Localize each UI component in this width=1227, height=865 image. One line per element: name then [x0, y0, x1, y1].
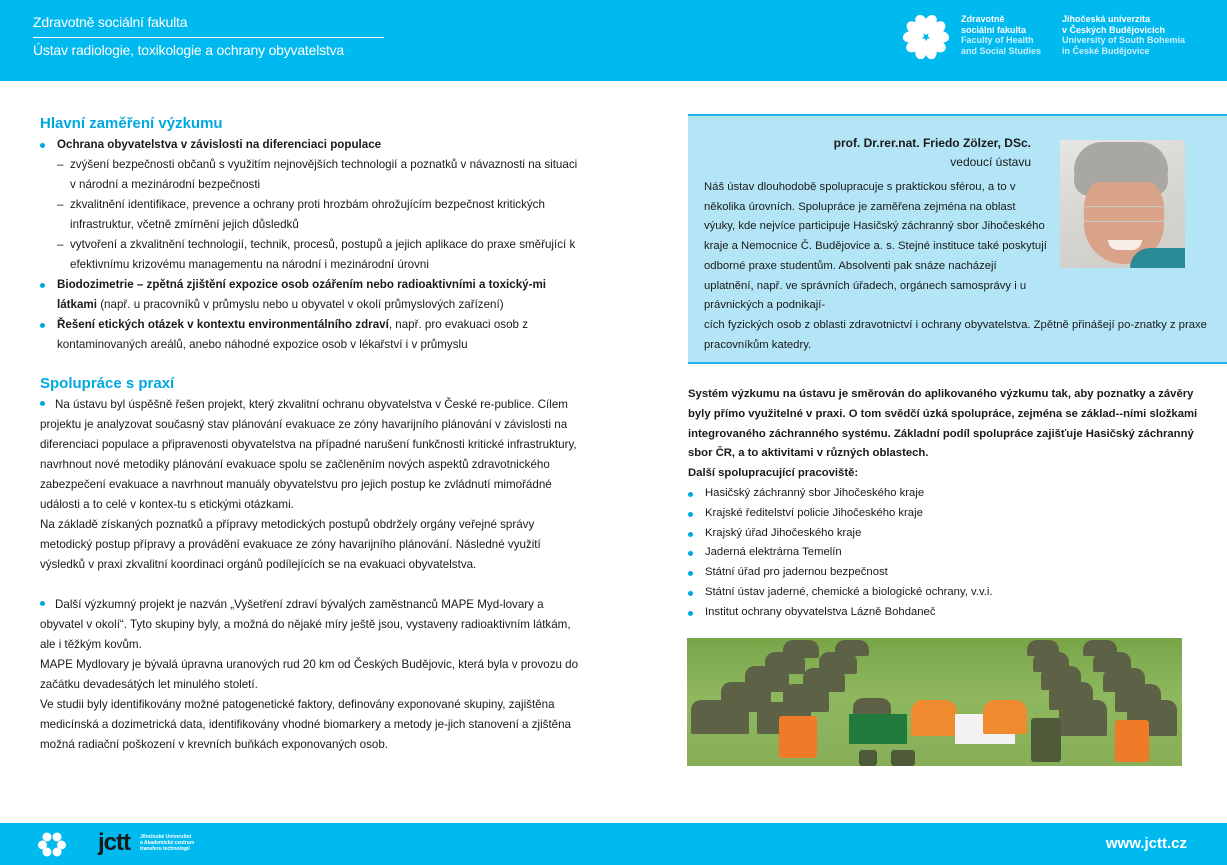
dash-icon: –	[57, 158, 64, 171]
bullet-icon	[40, 601, 45, 606]
partner-name: Státní ústav jaderné, chemické a biologické ochrany, v.v.i.	[705, 585, 993, 598]
system-text: Systém výzkumu na ústavu je směrován do aplikovaného výzkumu tak, aby poznatky a závěry byly přímo využitelné v praxi. O tom svědčí úzká spolupráce, zejména se základ--ními složkami integrovaného záchranného systému. Základní podíl spolupráce zajišťuje Hasičský záchranný sbor ČR, a to aktivitami v různých oblastech.	[688, 388, 1198, 460]
partners-list	[688, 484, 1198, 623]
jctt-logo-text	[140, 834, 194, 852]
partner-item	[688, 563, 1198, 583]
bullet-icon	[688, 571, 693, 576]
research-subitem-text: zvýšení bezpečnosti občanů s využitím nejnovějších technologií a poznatků v návaznosti na situaci v národní a mezinárodní bezpečnosti	[70, 158, 578, 191]
partner-name: Krajský úřad Jihočeského kraje	[705, 526, 862, 539]
head-of-department-box	[688, 114, 1227, 364]
orange-tent	[911, 700, 957, 736]
bullet-icon	[40, 401, 45, 406]
paragraph-text: Další výzkumný projekt je nazván „Vyšetření zdraví bývalých zaměstnanců MAPE Myd-lovary a obyvatel v okolí“. Tyto skupiny byly, a možná do nějaké míry ještě jsou, vystaveny radioaktivním látkám, ale i těžkým kovům.	[40, 598, 571, 651]
footer-bar	[0, 823, 1227, 865]
cooperation-paragraph: Na základě získaných poznatků a přípravy metodických postupů obdržely orgány veřejné správy metodický postup přípravy a provádění evakuace ze zóny havarijního plánování. Následné využití výsledků v praxi zkvalitní koordinaci orgánů podílejících se na evakuaci obyvatelstva.	[40, 518, 541, 571]
research-item-bold: Biodozimetrie – zpětná zjištění expozice osob ozářením nebo radioaktivními a toxický-mi látkami	[57, 278, 546, 311]
emergency-camp-photo	[687, 638, 1182, 766]
research-subitem-text: zkvalitnění identifikace, prevence a ochrany proti hrozbám ohrožujícím bezpečnost kritických infrastruktur, včetně zmírnění jejich důsledků	[70, 198, 545, 231]
dash-icon: –	[57, 238, 64, 251]
bullet-icon	[40, 143, 45, 148]
research-item	[40, 315, 580, 355]
partner-item	[688, 484, 1198, 504]
dash-icon: –	[57, 198, 64, 211]
green-container	[849, 714, 907, 744]
bullet-icon	[688, 611, 693, 616]
cooperation-paragraph: MAPE Mydlovary je bývalá úpravna uranových rud 20 km od Českých Budějovic, která byla v provozu do začátku devadesátých let minulého století.	[40, 658, 579, 691]
bullet-icon	[688, 591, 693, 596]
orange-tent	[983, 700, 1027, 734]
logo-faculty-en-2: and Social Studies	[961, 45, 1042, 56]
logo-faculty-cz-1: Zdravotně	[961, 14, 1005, 24]
bullet-icon	[688, 551, 693, 556]
jctt-text-line: transferu technologií	[140, 846, 190, 852]
jctt-text-line: a Akademické centrum	[140, 840, 195, 846]
orange-truck	[1115, 720, 1149, 762]
cooperation-paragraph	[40, 395, 580, 515]
logo-faculty-en-1: Faculty of Health	[961, 35, 1034, 45]
green-vehicle	[891, 750, 915, 766]
head-box-text-wide: cích fyzických osob z oblasti zdravotnictví i ochrany obyvatelstva. Zpětně přinášejí po-znatky z praxe pracovníkům katedry.	[704, 318, 1207, 351]
cooperation-paragraph	[40, 595, 580, 655]
head-box-text-narrow: Náš ústav dlouhodobě spolupracuje s praktickou sférou, a to v několika úrovních. Spolupráce je zaměřena zejména na oblast výuky, kde nejvíce participuje Hasičský záchranný sbor Jihočeského kraje a Nemocnice Č. Budějovice a. s. Stejné instituce také poskytují odborné praxe studentům. Absolventi pak snáze nacházejí uplatnění, např. ve správních úřadech, orgánech samosprávy i u právnických a podnikají-	[704, 181, 1047, 312]
partner-item	[688, 583, 1198, 603]
research-item-text: , např. pro evakuaci osob z kontaminovaných areálů, anebo náhodné expozice osob v lékařství i v průmyslu	[57, 318, 529, 351]
logo-university-cz-2: v Českých Budějovicích	[1062, 24, 1166, 35]
university-logo-text	[1062, 14, 1185, 56]
partner-name: Krajské ředitelství policie Jihočeského kraje	[705, 506, 923, 519]
orange-truck	[779, 716, 817, 758]
partner-item	[688, 543, 1198, 563]
logo-university-cz-1: Jihočeská univerzita	[1062, 14, 1151, 24]
research-item-bold: Řešení etických otázek v kontextu environmentálního zdraví	[57, 318, 389, 331]
research-subitem	[40, 235, 580, 275]
green-truck	[1031, 718, 1061, 762]
portrait-hair-top	[1074, 142, 1168, 182]
bullet-icon	[40, 283, 45, 288]
logo-faculty-cz-2: sociální fakulta	[961, 24, 1027, 35]
paragraph-text: Na ústavu byl úspěšně řešen projekt, který zkvalitní ochranu obyvatelstva v České re-publice. Cílem projektu je analyzovat současný stav plánování evakuace ze zóny havarijního plánování v závislosti na diferenciaci populace a připravenosti obyvatelstva na případné narušení funkčnosti kritické infrastruktury, navrhnout nové metodiky plánování evakuace spolu se začleněním nových aspektů zdravotnického zabezpečení evakuace a navrhnout manuály obyvatelstvu pro jejich postup ke zvládnutí mimořádné události a to celé v kontex-tu s etickými otázkami.	[40, 398, 577, 511]
logo-university-en-2: in České Budějovice	[1062, 45, 1150, 56]
department-name: Ústav radiologie, toxikologie a ochrany obyvatelstva	[33, 42, 344, 58]
research-subitem	[40, 155, 580, 195]
partner-name: Hasičský záchranný sbor Jihočeského kraje	[705, 486, 925, 499]
partner-item	[688, 524, 1198, 544]
research-item-text: (např. u pracovníků v průmyslu nebo u obyvatel v okolí průmyslových zařízení)	[96, 298, 504, 311]
partners-title: Další spolupracující pracoviště:	[688, 467, 859, 480]
left-column	[40, 113, 580, 755]
bullet-icon	[688, 512, 693, 517]
header-bar	[0, 0, 1227, 81]
research-item	[40, 135, 580, 155]
head-box-text	[704, 178, 1224, 355]
partner-name: Jaderná elektrárna Temelín	[705, 546, 842, 559]
jctt-logo: jctt	[98, 829, 130, 856]
partner-item	[688, 504, 1198, 524]
system-section	[688, 385, 1198, 623]
jctt-text-line: Jihočeské Univerzitní	[140, 834, 192, 840]
research-title: Hlavní zaměření výzkumu	[40, 115, 223, 132]
bullet-icon	[40, 323, 45, 328]
tent	[1083, 640, 1117, 656]
tent	[835, 640, 869, 656]
faculty-name: Zdravotně sociální fakulta	[33, 14, 188, 30]
research-item-text: Ochrana obyvatelstva v závislosti na diferenciaci populace	[57, 138, 382, 151]
author-name: prof. Dr.rer.nat. Friedo Zölzer, DSc.	[833, 136, 1031, 150]
research-subitem-text: vytvoření a zkvalitnění technologií, technik, procesů, postupů a jejich aplikace do praxe směřující k efektivnímu krizovému managementu na národní i mezinárodní úrovni	[70, 238, 576, 271]
author-role: vedoucí ústavu	[950, 155, 1031, 169]
website-link[interactable]: www.jctt.cz	[1105, 835, 1187, 852]
partner-name: Institut ochrany obyvatelstva Lázně Bohdaneč	[705, 605, 936, 618]
bullet-icon	[688, 532, 693, 537]
header-divider	[33, 37, 384, 38]
bullet-icon	[688, 492, 693, 497]
flower-logo-icon	[900, 13, 952, 59]
footer-flower-icon	[38, 831, 66, 857]
green-vehicle	[859, 750, 877, 766]
research-subitem	[40, 195, 580, 235]
cooperation-paragraph: Ve studii byly identifikovány možné patogenetické faktory, definovány exponované skupiny, zajištěna medicínská a dozimetrická data, identifikovány vhodné biomarkery a metody je-jich stanovení a zjištěna možná radiační poškození v krevních buňkách exponovaných osob.	[40, 698, 572, 751]
faculty-logo-text	[961, 14, 1041, 56]
cooperation-title: Spolupráce s praxí	[40, 375, 175, 392]
tent	[783, 640, 819, 658]
logo-university-en-1: University of South Bohemia	[1062, 35, 1186, 45]
partner-item	[688, 603, 1198, 623]
partner-name: Státní úřad pro jadernou bezpečnost	[705, 566, 888, 579]
research-item	[40, 275, 580, 315]
tent	[1027, 640, 1059, 656]
